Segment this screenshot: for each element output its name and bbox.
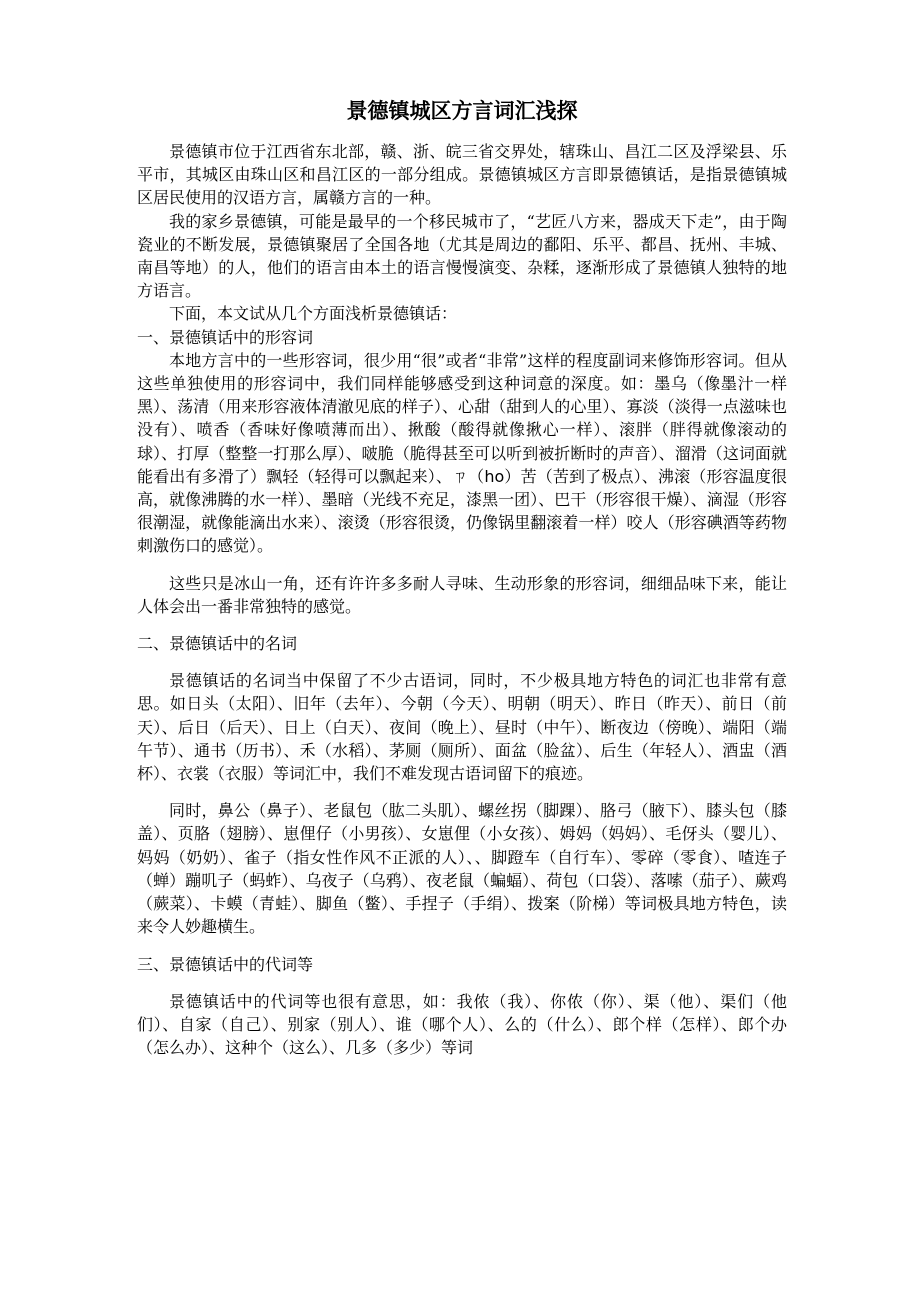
section-heading-adjectives: 一、景德镇话中的形容词 <box>137 327 314 347</box>
pronouns-paragraph-1: 景德镇话中的代词等也很有意思，如：我侬（我）、你侬（你）、渠（他）、渠们（他们）、自家（自己）、别家（别人）、谁（哪个人）、么的（什么）、郎个样（怎样）、郎个办（怎么办）、这种个（这么）、几多（多少）等词 <box>137 991 787 1058</box>
adjectives-text-part-1: 本地方言中的一些形容词，很少用“很”或者“非常”这样的程度副词来修饰形容词。但从这些单独使用的形容词中，我们同样能够感受到这种词意的深度。如：墨乌（像墨汁一样黑）、荡清（用来形容液体清澈见底的样子）、心甜（甜到人的心里）、寡淡（淡得一点滋味也没有）、喷香（香味好像喷薄而出）、揪酸（酸得就像揪心一样）、滚胖（胖得就像滚动的球）、打厚（整整一打那么厚）、啵脆（脆得甚至可以听到被折断时的声音）、溜滑（这词面就能看出有多滑了）飘轻（轻得可以飘起来）、ㄗ（ <box>137 350 787 486</box>
document-page <box>137 96 787 1059</box>
adjectives-paragraph-1 <box>137 349 787 558</box>
intro-paragraph-1: 景德镇市位于江西省东北部，赣、浙、皖三省交界处，辖珠山、昌江二区及浮梁县、乐平市，其城区由珠山区和昌江区的一部分组成。景德镇城区方言即景德镇话，是指景德镇城区居民使用的汉语方言，属赣方言的一种。 <box>137 142 787 208</box>
intro-paragraph-2: 我的家乡景德镇，可能是最早的一个移民城市了，“艺匠八方来，器成天下走”，由于陶瓷业的不断发展，景德镇聚居了全国各地（尤其是周边的鄱阳、乐平、都昌、抚州、丰城、南昌等地）的人，他们的语言由本土的语言慢慢演变、杂糅，逐渐形成了景德镇人独特的地方语言。 <box>137 211 787 301</box>
pinyin-ho: ho <box>484 466 505 486</box>
adjectives-text-part-2: ）苦（苦到了极点）、沸滚（形容温度很高，就像沸腾的水一样）、墨暗（光线不充足，漆黑一团）、巴干（形容很干燥）、滴湿（形容很潮湿，就像能滴出水来）、滚烫（形容很烫，仍像锅里翻滚着一样）咬人（形容碘酒等药物刺激伤口的感觉）。 <box>137 466 787 556</box>
nouns-paragraph-1: 景德镇话的名词当中保留了不少古语词，同时，不少极具地方特色的词汇也非常有意思。如日头（太阳）、旧年（去年）、今朝（今天）、明朝（明天）、昨日（昨天）、前日（前天）、后日（后天）、日上（白天）、夜间（晚上）、昼时（中午）、断夜边（傍晚）、端阳（端午节）、通书（历书）、禾（水稻）、茅厕（厕所）、面盆（脸盆）、后生（年轻人）、酒盅（酒杯）、衣裳（衣服）等词汇中，我们不难发现古语词留下的痕迹。 <box>137 671 787 784</box>
document-title: 景德镇城区方言词汇浅探 <box>346 99 578 123</box>
section-heading-nouns: 二、景德镇话中的名词 <box>137 634 298 654</box>
nouns-paragraph-2: 同时，鼻公（鼻子）、老鼠包（肱二头肌）、螺丝拐（脚踝）、胳弓（腋下）、膝头包（膝盖）、页胳（翅膀）、崽俚仔（小男孩）、女崽俚（小女孩）、姆妈（妈妈）、毛伢头（婴儿）、妈妈（奶奶）、雀子（指女性作风不正派的人）、、脚蹬车（自行车）、零碎（零食）、喳连子（蝉）蹦叽子（蚂蚱）、乌夜子（乌鸦）、夜老鼠（蝙蝠）、荷包（口袋）、落嗦（茄子）、蕨鸡（蕨菜）、卡蟆（青蛙）、脚鱼（鳖）、手捏子（手绢）、拨案（阶梯）等词极具地方特色，读来令人妙趣横生。 <box>137 801 787 937</box>
intro-paragraph-3: 下面，本文试从几个方面浅析景德镇话： <box>169 304 458 324</box>
adjectives-paragraph-2: 这些只是冰山一角，还有许许多多耐人寻味、生动形象的形容词，细细品味下来，能让人体会出一番非常独特的感觉。 <box>137 573 787 616</box>
section-heading-pronouns: 三、景德镇话中的代词等 <box>137 954 314 974</box>
